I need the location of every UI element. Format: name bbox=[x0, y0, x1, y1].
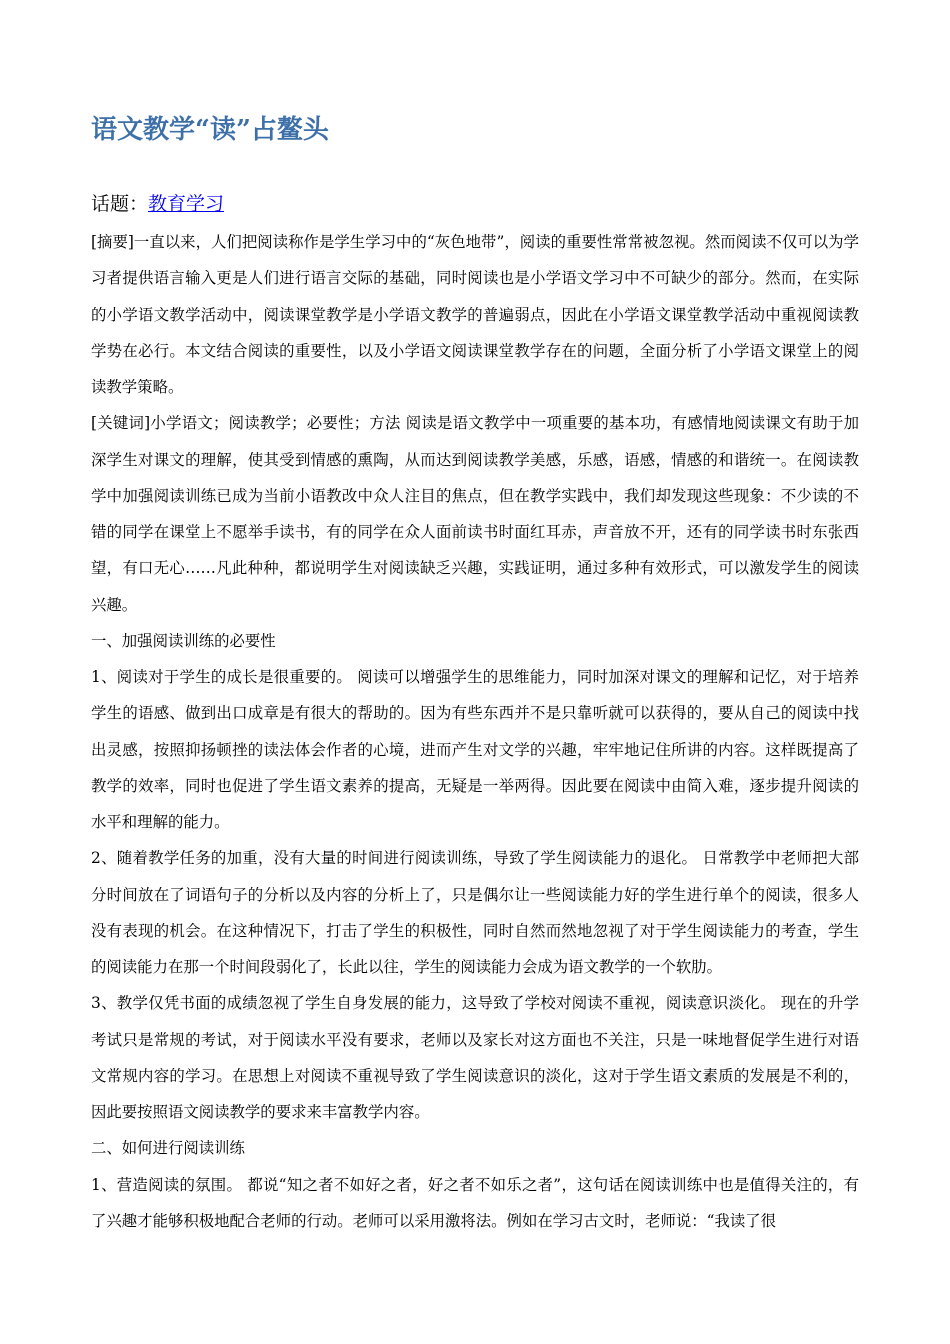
topic-link[interactable]: 教育学习 bbox=[148, 193, 225, 215]
article-body bbox=[91, 224, 859, 1239]
body-paragraph: 2、随着教学任务的加重，没有大量的时间进行阅读训练，导致了学生阅读能力的退化。 日常教学中老师把大部分时间放在了词语句子的分析以及内容的分析上了，只是偶尔让一些阅读能力好的学生进行单个的阅读，很多人没有表现的机会。在这种情况下，打击了学生的积极性，同时自然而然地忽视了对于学生阅读能力的考查，学生的阅读能力在那一个时间段弱化了，长此以往，学生的阅读能力会成为语文教学的一个软肋。 bbox=[91, 849, 859, 976]
section-heading-1: 一、加强阅读训练的必要性 bbox=[91, 631, 276, 650]
section-heading-2: 二、如何进行阅读训练 bbox=[91, 1139, 245, 1158]
document-title: 语文教学“读”占鳌头 bbox=[91, 115, 329, 145]
body-paragraph: 1、营造阅读的氛围。 都说“知之者不如好之者，好之者不如乐之者”，这句话在阅读训练中也是值得关注的，有了兴趣才能够积极地配合老师的行动。老师可以采用激将法。例如在学习古文时，老师说：“我读了很 bbox=[91, 1175, 859, 1230]
topic-line bbox=[91, 189, 224, 219]
topic-label: 话题： bbox=[91, 193, 149, 215]
keywords-paragraph: [关键词]小学语文；阅读教学；必要性；方法 阅读是语文教学中一项重要的基本功，有感情地阅读课文有助于加深学生对课文的理解，使其受到情感的熏陶，从而达到阅读教学美感，乐感，语感，情感的和谐统一。在阅读教学中加强阅读训练已成为当前小语教改中众人注目的焦点，但在教学实践中，我们却发现这些现象：不少读的不错的同学在课堂上不愿举手读书，有的同学在众人面前读书时面红耳赤，声音放不开，还有的同学读书时东张西望，有口无心……凡此种种，都说明学生对阅读缺乏兴趣，实践证明，通过多种有效形式，可以激发学生的阅读兴趣。 bbox=[91, 414, 859, 614]
abstract-paragraph: [摘要]一直以来，人们把阅读称作是学生学习中的“灰色地带”，阅读的重要性常常被忽视。然而阅读不仅可以为学习者提供语言输入更是人们进行语言交际的基础，同时阅读也是小学语文学习中不可缺少的部分。然而，在实际的小学语文教学活动中，阅读课堂教学是小学语文教学的普遍弱点，因此在小学语文课堂教学活动中重视阅读教学势在必行。本文结合阅读的重要性，以及小学语文阅读课堂教学存在的问题，全面分析了小学语文课堂上的阅读教学策略。 bbox=[91, 233, 859, 396]
body-paragraph: 1、阅读对于学生的成长是很重要的。 阅读可以增强学生的思维能力，同时加深对课文的理解和记忆，对于培养学生的语感、做到出口成章是有很大的帮助的。因为有些东西并不是只靠听就可以获得的，要从自己的阅读中找出灵感，按照抑扬顿挫的读法体会作者的心境，进而产生对文学的兴趣，牢牢地记住所讲的内容。这样既提高了教学的效率，同时也促进了学生语文素养的提高，无疑是一举两得。因此要在阅读中由简入难，逐步提升阅读的水平和理解的能力。 bbox=[91, 668, 859, 831]
body-paragraph: 3、教学仅凭书面的成绩忽视了学生自身发展的能力，这导致了学校对阅读不重视，阅读意识淡化。 现在的升学考试只是常规的考试，对于阅读水平没有要求，老师以及家长对这方面也不关注，只是一味地督促学生进行对语文常规内容的学习。在思想上对阅读不重视导致了学生阅读意识的淡化，这对于学生语文素质的发展是不利的，因此要按照语文阅读教学的要求来丰富教学内容。 bbox=[91, 994, 859, 1121]
